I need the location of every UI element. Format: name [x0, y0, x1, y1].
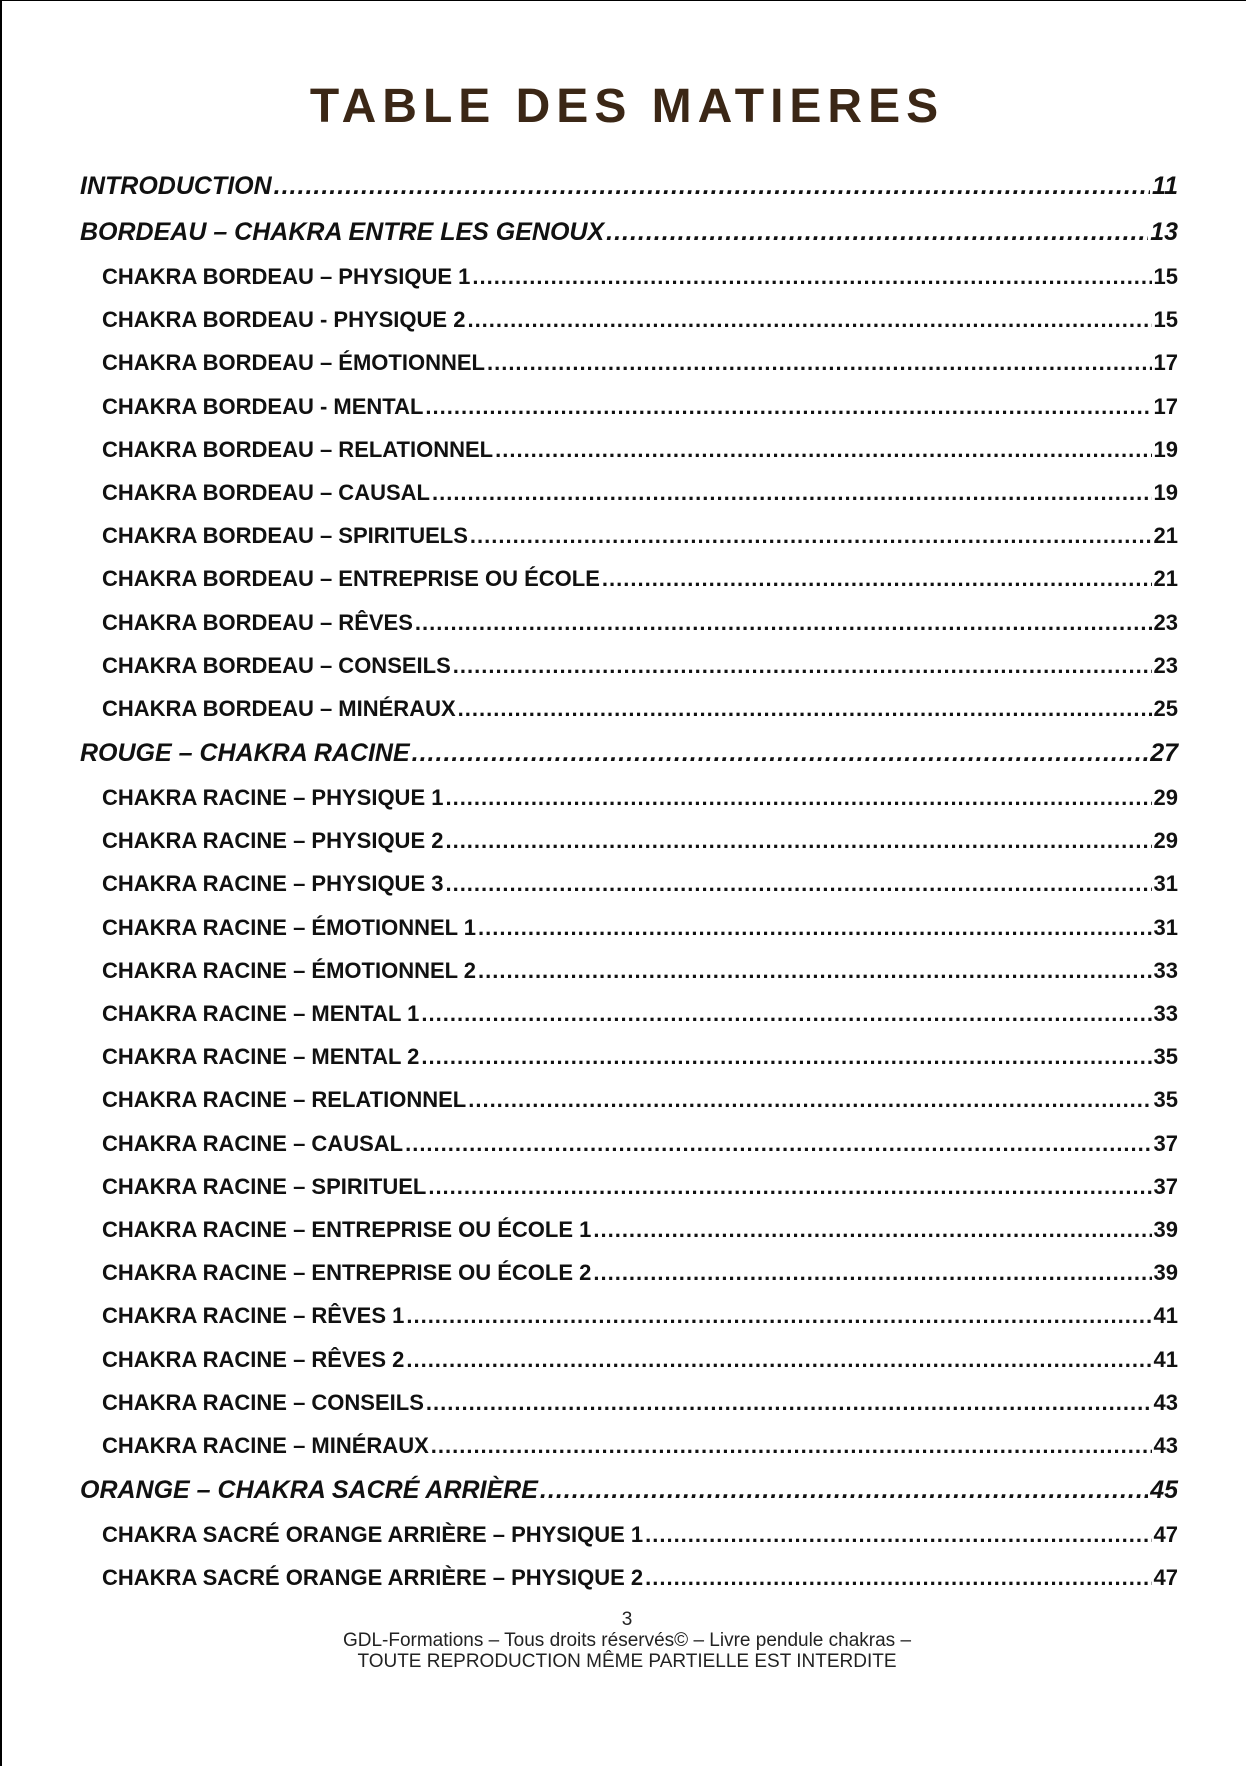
toc-entry-page-number: 23 [1153, 652, 1178, 678]
toc-entry-label: CHAKRA RACINE – RELATIONNEL [102, 1087, 467, 1113]
toc-entry-label: CHAKRA BORDEAU – PHYSIQUE 1 [102, 264, 471, 289]
toc-entry-label: CHAKRA RACINE – ENTREPRISE OU ÉCOLE 1 [102, 1216, 592, 1242]
toc-dot-leader [593, 1208, 1151, 1251]
toc-entry-page-number: 13 [1150, 218, 1178, 246]
toc-entry-page-number: 29 [1153, 828, 1178, 854]
toc-entry-page-number: 15 [1153, 307, 1178, 333]
toc-subsection-entry[interactable] [80, 1294, 1178, 1337]
toc-subsection-entry[interactable] [80, 819, 1178, 862]
toc-entry-page-number: 17 [1153, 393, 1178, 419]
toc-dot-leader [431, 1424, 1152, 1467]
toc-entry-page-number: 41 [1153, 1303, 1178, 1329]
toc-entry-page-number: 47 [1153, 1522, 1178, 1548]
toc-entry-label: CHAKRA BORDEAU - PHYSIQUE 2 [102, 307, 466, 333]
toc-entry-page-number: 37 [1153, 1173, 1178, 1199]
toc-subsection-entry[interactable] [80, 992, 1178, 1035]
toc-entry-label: CHAKRA RACINE – ÉMOTIONNEL 2 [102, 957, 477, 983]
toc-subsection-entry[interactable] [80, 644, 1178, 687]
page-title: TABLE DES MATIERES [309, 80, 945, 133]
toc-dot-leader [445, 862, 1151, 905]
toc-subsection-entry[interactable] [80, 1424, 1178, 1467]
toc-subsection-entry[interactable] [80, 1035, 1178, 1078]
toc-subsection-entry[interactable] [80, 1208, 1178, 1251]
toc-entry-label: CHAKRA BORDEAU – ENTREPRISE OU ÉCOLE [102, 566, 600, 592]
toc-entry-page-number: 17 [1153, 350, 1178, 376]
page-number: 3 [621, 1609, 633, 1630]
toc-entry-label: CHAKRA BORDEAU – CAUSAL [102, 479, 430, 505]
toc-dot-leader [593, 1251, 1151, 1294]
toc-entry-label: CHAKRA RACINE – MENTAL 2 [102, 1044, 420, 1070]
toc-dot-leader [445, 776, 1151, 819]
toc-dot-leader [425, 385, 1151, 428]
toc-entry-page-number: 45 [1150, 1476, 1178, 1505]
toc-entry-label: INTRODUCTION [80, 172, 272, 200]
toc-subsection-entry[interactable] [80, 1338, 1178, 1381]
toc-entry-page-number: 29 [1153, 785, 1178, 811]
toc-dot-leader [274, 163, 1150, 209]
toc-entry-page-number: 23 [1153, 609, 1178, 635]
toc-subsection-entry[interactable] [80, 1513, 1178, 1556]
toc-subsection-entry[interactable] [80, 298, 1178, 341]
toc-entry-page-number: 43 [1153, 1389, 1178, 1415]
toc-dot-leader [478, 906, 1151, 949]
toc-subsection-entry[interactable] [80, 1165, 1178, 1208]
toc-entry-page-number: 31 [1153, 914, 1178, 940]
toc-subsection-entry[interactable] [80, 385, 1178, 428]
toc-dot-leader [606, 209, 1148, 255]
toc-entry-label: CHAKRA RACINE – CAUSAL [102, 1130, 404, 1156]
toc-subsection-entry[interactable] [80, 1122, 1178, 1165]
toc-subsection-entry[interactable] [80, 687, 1178, 730]
toc-dot-leader [540, 1467, 1148, 1513]
toc-entry-label: CHAKRA RACINE – PHYSIQUE 3 [102, 871, 444, 897]
toc-entry-label: CHAKRA SACRÉ ORANGE ARRIÈRE – PHYSIQUE 1 [102, 1522, 644, 1548]
toc-dot-leader [445, 819, 1151, 862]
toc-dot-leader [467, 298, 1151, 341]
toc-entry-page-number: 39 [1153, 1216, 1178, 1242]
toc-subsection-entry[interactable] [80, 1381, 1178, 1424]
toc-entry-label: CHAKRA RACINE – MENTAL 1 [102, 1001, 420, 1026]
toc-entry-label: CHAKRA BORDEAU – SPIRITUELS [102, 523, 468, 549]
toc-dot-leader [468, 1078, 1151, 1121]
toc-section-entry[interactable] [80, 730, 1178, 776]
toc-entry-label: CHAKRA RACINE – RÊVES 1 [102, 1303, 405, 1329]
toc-subsection-entry[interactable] [80, 949, 1178, 992]
toc-dot-leader [406, 1338, 1151, 1381]
toc-section-entry[interactable] [80, 209, 1178, 255]
toc-entry-label: CHAKRA BORDEAU – MINÉRAUX [102, 695, 456, 721]
toc-entry-page-number: 11 [1152, 172, 1178, 200]
toc-entry-label: ORANGE – CHAKRA SACRÉ ARRIÈRE [80, 1476, 538, 1505]
toc-dot-leader [487, 341, 1152, 384]
toc-dot-leader [415, 601, 1152, 644]
toc-entry-label: CHAKRA RACINE – ENTREPRISE OU ÉCOLE 2 [102, 1260, 592, 1286]
toc-subsection-entry[interactable] [80, 471, 1178, 514]
toc-entry-label: CHAKRA SACRÉ ORANGE ARRIÈRE – PHYSIQUE 2 [102, 1565, 644, 1591]
toc-entry-label: CHAKRA RACINE – RÊVES 2 [102, 1346, 405, 1372]
toc-dot-leader [428, 1165, 1151, 1208]
toc-dot-leader [432, 471, 1152, 514]
toc-entry-page-number: 39 [1153, 1260, 1178, 1286]
toc-subsection-entry[interactable] [80, 1078, 1178, 1121]
toc-entry-page-number: 15 [1153, 264, 1178, 289]
toc-dot-leader [406, 1294, 1151, 1337]
toc-dot-leader [426, 1381, 1152, 1424]
toc-entry-page-number: 33 [1153, 957, 1178, 983]
table-of-contents [80, 163, 1178, 1599]
toc-entry-page-number: 33 [1153, 1001, 1178, 1026]
toc-entry-label: CHAKRA BORDEAU - MENTAL [102, 393, 424, 419]
toc-section-entry[interactable] [80, 163, 1178, 209]
toc-entry-label: CHAKRA RACINE – MINÉRAUX [102, 1432, 429, 1458]
toc-entry-page-number: 19 [1153, 436, 1178, 462]
toc-dot-leader [602, 557, 1152, 600]
toc-dot-leader [478, 949, 1151, 992]
toc-entry-label: CHAKRA BORDEAU – CONSEILS [102, 652, 451, 678]
toc-subsection-entry[interactable] [80, 255, 1178, 298]
toc-entry-page-number: 47 [1153, 1565, 1178, 1591]
toc-subsection-entry[interactable] [80, 428, 1178, 471]
toc-entry-page-number: 35 [1153, 1087, 1178, 1113]
toc-entry-page-number: 21 [1153, 566, 1178, 592]
toc-subsection-entry[interactable] [80, 862, 1178, 905]
footer-copyright: GDL-Formations – Tous droits réservés© – Livre pendule chakras – [342, 1630, 912, 1651]
toc-subsection-entry[interactable] [80, 1251, 1178, 1294]
toc-entry-label: CHAKRA RACINE – CONSEILS [102, 1389, 424, 1415]
toc-entry-page-number: 19 [1153, 479, 1178, 505]
toc-dot-leader [412, 730, 1149, 776]
toc-subsection-entry[interactable] [80, 341, 1178, 384]
toc-dot-leader [421, 992, 1151, 1035]
toc-entry-label: CHAKRA BORDEAU – ÉMOTIONNEL [102, 350, 485, 376]
toc-entry-label: CHAKRA RACINE – PHYSIQUE 1 [102, 785, 444, 811]
toc-dot-leader [645, 1556, 1151, 1599]
page-footer [2, 1609, 1250, 1672]
toc-entry-label: BORDEAU – CHAKRA ENTRE LES GENOUX [80, 218, 605, 246]
toc-entry-page-number: 25 [1153, 695, 1178, 721]
toc-dot-leader [421, 1035, 1151, 1078]
toc-entry-page-number: 21 [1153, 523, 1178, 549]
footer-notice: TOUTE REPRODUCTION MÊME PARTIELLE EST INTERDITE [357, 1651, 897, 1672]
toc-dot-leader [405, 1122, 1151, 1165]
toc-dot-leader [458, 687, 1152, 730]
toc-entry-page-number: 31 [1153, 871, 1178, 897]
toc-section-entry[interactable] [80, 1467, 1178, 1513]
toc-entry-label: CHAKRA RACINE – ÉMOTIONNEL 1 [102, 914, 477, 940]
toc-entry-label: CHAKRA BORDEAU – RELATIONNEL [102, 436, 494, 462]
toc-subsection-entry[interactable] [80, 906, 1178, 949]
toc-entry-page-number: 37 [1153, 1130, 1178, 1156]
toc-entry-page-number: 35 [1153, 1044, 1178, 1070]
toc-entry-label: CHAKRA RACINE – PHYSIQUE 2 [102, 828, 444, 854]
toc-dot-leader [470, 514, 1152, 557]
toc-entry-page-number: 41 [1153, 1346, 1178, 1372]
toc-dot-leader [453, 644, 1152, 687]
toc-entry-label: CHAKRA RACINE – SPIRITUEL [102, 1173, 427, 1199]
toc-subsection-entry[interactable] [80, 514, 1178, 557]
toc-dot-leader [472, 255, 1151, 298]
toc-dot-leader [495, 428, 1151, 471]
toc-subsection-entry[interactable] [80, 601, 1178, 644]
toc-dot-leader [645, 1513, 1151, 1556]
toc-entry-page-number: 27 [1150, 739, 1178, 768]
toc-entry-label: ROUGE – CHAKRA RACINE [80, 739, 410, 768]
toc-subsection-entry[interactable] [80, 1556, 1178, 1599]
toc-entry-label: CHAKRA BORDEAU – RÊVES [102, 609, 413, 635]
toc-subsection-entry[interactable] [80, 776, 1178, 819]
toc-subsection-entry[interactable] [80, 557, 1178, 600]
toc-entry-page-number: 43 [1153, 1432, 1178, 1458]
